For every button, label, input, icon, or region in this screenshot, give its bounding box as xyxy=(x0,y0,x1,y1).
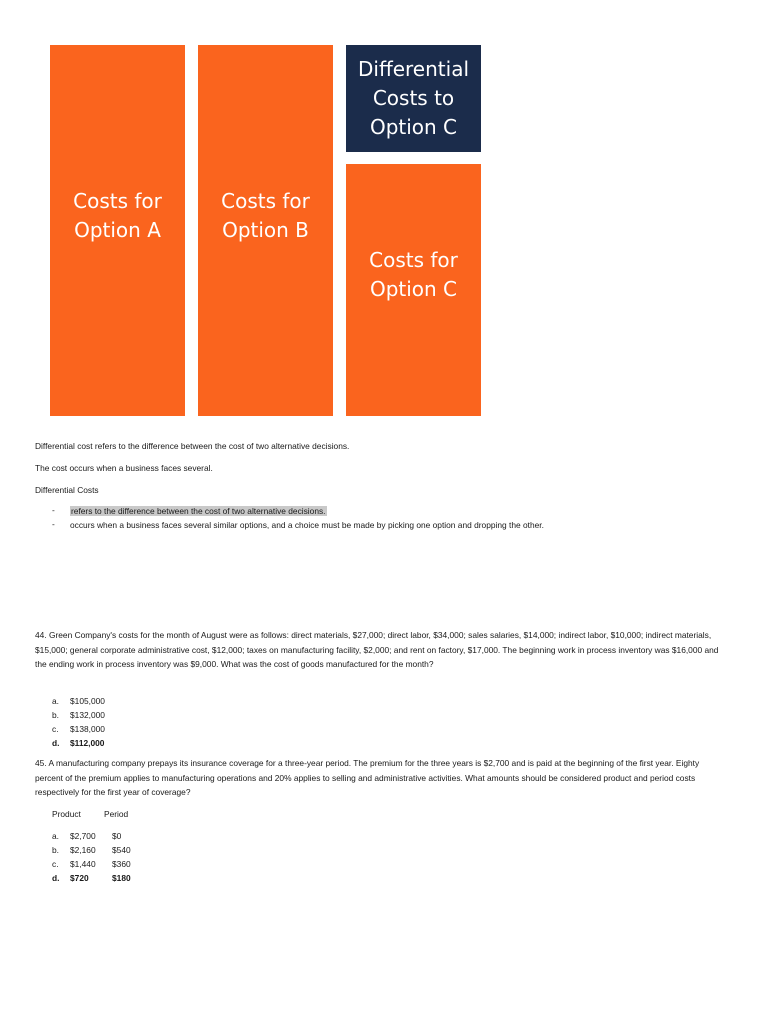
bullet-item-1 xyxy=(70,505,327,517)
costs-option-c-label: Costs for Option C xyxy=(369,248,458,301)
costs-option-a-label: Costs for Option A xyxy=(73,188,162,242)
product-header: Product xyxy=(52,809,81,819)
q45-column-headers xyxy=(52,807,128,821)
section-heading: Differential Costs xyxy=(35,485,99,495)
occurrence-line: The cost occurs when a business faces several. xyxy=(35,463,213,473)
q44-option: c. $138,000 xyxy=(52,724,105,734)
q44-option: b. $132,000 xyxy=(52,710,105,720)
bullet-marker: - xyxy=(52,519,55,529)
q45-option-correct: d. $720 $180 xyxy=(52,873,131,883)
q45-option: c. $1,440 $360 xyxy=(52,859,131,869)
question-44-text: 44. Green Company's costs for the month of August were as follows: direct materials, $27,000; direct labor, $34,000; sales salaries, $14,000; indirect labor, $10,000; indirect materials, $15,000; general corporate administrative cost, $12,000; taxes on manufacturing facility, $2,000; and rent on factory, $17,000. The beginning work in process inventory was $16,000 and the ending work in process inventory was $9,000. What was the cost of goods manufactured for the month? xyxy=(35,630,719,669)
differential-costs-box xyxy=(346,45,481,152)
costs-option-a-box xyxy=(50,45,185,416)
q44-option: a. $105,000 xyxy=(52,696,105,706)
period-header: Period xyxy=(104,809,129,819)
q45-option: b. $2,160 $540 xyxy=(52,845,131,855)
question-45-text: 45. A manufacturing company prepays its insurance coverage for a three-year period. The premium for the three years is $2,700 and is paid at the beginning of the first year. Eighty percent of the premium applies to manufacturing operations and 20% applies to selling and administrative activities. What amounts should be considered product and period costs respectively for the first year of coverage? xyxy=(35,758,700,797)
q45-option: a. $2,700 $0 xyxy=(52,831,122,841)
bullet-item-2: occurs when a business faces several similar options, and a choice must be made by picking one option and dropping the other. xyxy=(70,520,544,530)
definition-line: Differential cost refers to the difference between the cost of two alternative decisions. xyxy=(35,441,350,451)
bullet-marker: - xyxy=(52,505,55,515)
highlighted-text: refers to the difference between the cost of two alternative decisions. xyxy=(71,506,326,516)
differential-costs-label: Differential Costs to Option C xyxy=(357,57,469,139)
q44-option-correct: d. $112,000 xyxy=(52,738,105,748)
costs-option-b-box xyxy=(198,45,333,416)
costs-option-c-box xyxy=(346,164,481,416)
costs-option-b-label: Costs for Option B xyxy=(221,188,310,242)
